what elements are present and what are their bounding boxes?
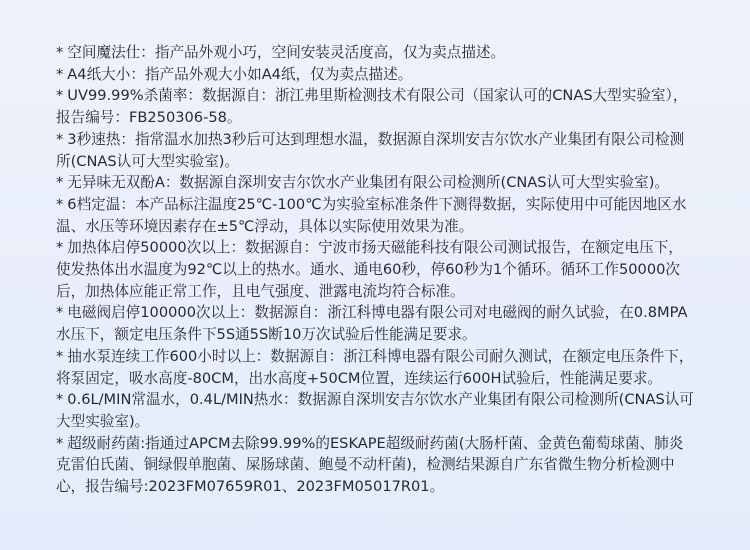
- note-bullet: *: [56, 130, 64, 148]
- note-text: 无异味无双酚A：数据源自深圳安吉尔饮水产业集团有限公司检测所(CNAS认可大型实验室)。: [67, 174, 669, 192]
- note-bullet: *: [56, 347, 64, 365]
- note-bullet: *: [56, 239, 64, 257]
- note-text: 0.6L/MIN常温水，0.4L/MIN热水：数据源自深圳安吉尔饮水产业集团有限公司检测所(CNAS认可大型实验室)。: [56, 391, 694, 430]
- disclaimer-note: [56, 237, 694, 302]
- disclaimer-note: [56, 42, 694, 64]
- note-text: 超级耐药菌:指通过APCM去除99.99%的ESKAPE超级耐药菌(大肠杆菌、金黄色葡萄球菌、肺炎克雷伯氏菌、铜绿假单胞菌、屎肠球菌、鲍曼不动杆菌)，检测结果源自广东省微生物分析检测中心，报告编号:2023FM07659R01、2023FM05017R01。: [56, 434, 684, 496]
- disclaimer-note: [56, 85, 694, 128]
- note-bullet: *: [56, 65, 64, 83]
- note-text: 3秒速热：指常温水加热3秒后可达到理想水温，数据源自深圳安吉尔饮水产业集团有限公司检测所(CNAS认可大型实验室)。: [56, 130, 685, 170]
- note-bullet: *: [56, 174, 64, 192]
- note-text: 电磁阀启停100000次以上：数据源自：浙江科博电器有限公司对电磁阀的耐久试验，在0.8MPA水压下，额定电压条件下5S通5S断10万次试验后性能满足要求。: [56, 304, 688, 344]
- note-text: 空间魔法仕：指产品外观小巧，空间安装灵活度高，仅为卖点描述。: [67, 44, 506, 61]
- disclaimer-list: [56, 42, 694, 498]
- note-text: 6档定温：本产品标注温度25℃-100℃为实验室标准条件下测得数据，实际使用中可能因地区水温、水压等环境因素存在±5℃浮动，具体以实际使用效果为准。: [56, 195, 687, 235]
- disclaimer-note: [56, 64, 694, 86]
- note-bullet: *: [56, 391, 64, 409]
- note-bullet: *: [56, 304, 64, 322]
- note-bullet: *: [56, 87, 64, 105]
- disclaimer-note: [56, 302, 694, 345]
- note-bullet: *: [56, 195, 64, 213]
- disclaimer-note: [56, 129, 694, 172]
- note-text: 加热体启停50000次以上：数据源自：宁波市扬天磁能科技有限公司测试报告，在额定电压下，使发热体出水温度为92℃以上的热水。通水、通电60秒，停60秒为1个循环。循环工作50000次后，加热体应能正常工作，且电气强度、泄露电流均符合标准。: [56, 239, 683, 300]
- disclaimer-note: [56, 346, 694, 389]
- note-bullet: *: [56, 44, 64, 61]
- disclaimer-note: [56, 433, 694, 498]
- note-text: A4纸大小：指产品外观大小如A4纸，仅为卖点描述。: [67, 65, 413, 83]
- note-bullet: *: [56, 434, 64, 452]
- disclaimer-note: [56, 389, 694, 432]
- note-text: UV99.99%杀菌率：数据源自：浙江弗里斯检测技术有限公司（国家认可的CNAS大型实验室），报告编号：FB250306-58。: [56, 87, 688, 127]
- note-text: 抽水泵连续工作600小时以上：数据源自：浙江科博电器有限公司耐久测试，在额定电压条件下，将泵固定，吸水高度-80CM，出水高度+50CM位置，连续运行600H试验后，性能满足要求。: [56, 347, 694, 387]
- disclaimer-note: [56, 194, 694, 237]
- disclaimer-note: [56, 172, 694, 194]
